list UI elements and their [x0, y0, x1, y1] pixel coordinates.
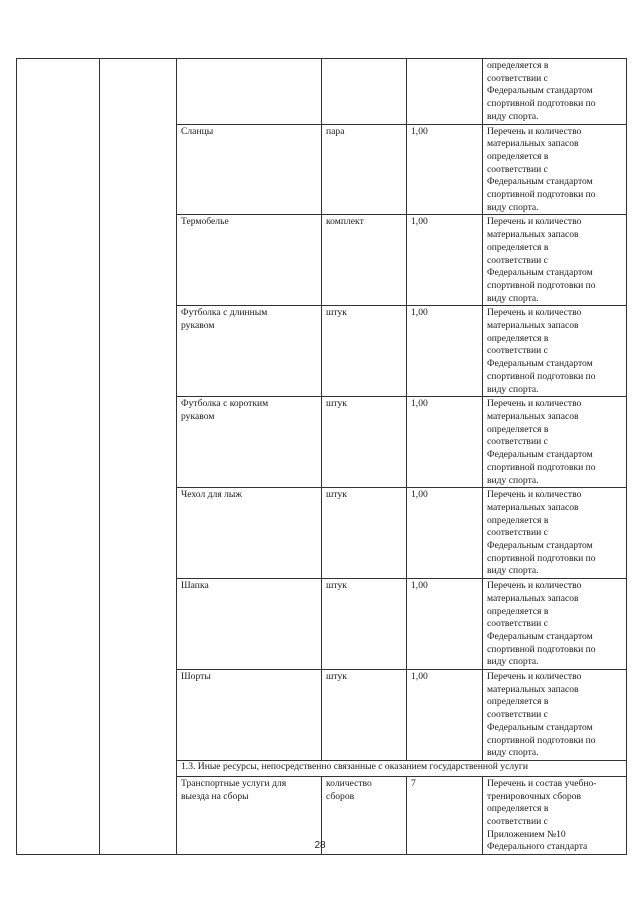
page-number: 28: [314, 840, 326, 851]
quantity-cell: 1,00: [407, 670, 483, 761]
note-cell: Перечень и количество материальных запасов определяется в соответствии с Федеральным стандартом спортивной подготовки по виду спорта.: [483, 397, 627, 488]
note-cell: Перечень и количество материальных запасов определяется в соответствии с Федеральным стандартом спортивной подготовки по виду спорта.: [483, 306, 627, 397]
note-cell: Перечень и количество материальных запасов определяется в соответствии с Федеральным стандартом спортивной подготовки по виду спорта.: [483, 579, 627, 670]
table-row: [17, 59, 627, 125]
quantity-cell: 1,00: [407, 306, 483, 397]
unit-cell: комплект: [322, 215, 407, 306]
quantity-cell: 1,00: [407, 124, 483, 215]
quantity-cell: 1,00: [407, 579, 483, 670]
resource-name-cell: Транспортные услуги для выезда на сборы: [177, 776, 322, 854]
resources-table-body: [17, 59, 627, 855]
note-cell: Перечень и количество материальных запасов определяется в соответствии с Федеральным стандартом спортивной подготовки по виду спорта.: [483, 670, 627, 761]
note-cell: Перечень и количество материальных запасов определяется в соответствии с Федеральным стандартом спортивной подготовки по виду спорта.: [483, 488, 627, 579]
note-cell: Перечень и количество материальных запасов определяется в соответствии с Федеральным стандартом спортивной подготовки по виду спорта.: [483, 215, 627, 306]
unit-cell: штук: [322, 488, 407, 579]
quantity-cell: 7: [407, 776, 483, 854]
unit-cell: штук: [322, 397, 407, 488]
resource-name-cell: [177, 59, 322, 125]
resource-name-cell: Термобелье: [177, 215, 322, 306]
merged-column-1-cell: [17, 59, 100, 855]
resources-table: [16, 58, 627, 855]
quantity-cell: 1,00: [407, 215, 483, 306]
note-cell: Перечень и количество материальных запасов определяется в соответствии с Федеральным стандартом спортивной подготовки по виду спорта.: [483, 124, 627, 215]
section-heading-cell: 1.3. Иные ресурсы, непосредственно связанные с оказанием государственной услуги: [177, 760, 627, 776]
quantity-cell: 1,00: [407, 488, 483, 579]
resource-name-cell: Футболка с длинным рукавом: [177, 306, 322, 397]
resource-name-cell: Шорты: [177, 670, 322, 761]
quantity-cell: 1,00: [407, 397, 483, 488]
unit-cell: штук: [322, 579, 407, 670]
resource-name-cell: Футболка с коротким рукавом: [177, 397, 322, 488]
unit-cell: штук: [322, 306, 407, 397]
unit-cell: штук: [322, 670, 407, 761]
unit-cell: [322, 59, 407, 125]
resource-name-cell: Сланцы: [177, 124, 322, 215]
note-cell: определяется в соответствии с Федеральным стандартом спортивной подготовки по виду спорта.: [483, 59, 627, 125]
unit-cell: пара: [322, 124, 407, 215]
quantity-cell: [407, 59, 483, 125]
note-cell: Перечень и состав учебно- тренировочных сборов определяется в соответствии с Приложением №10 Федерального стандарта: [483, 776, 627, 854]
unit-cell: количество сборов: [322, 776, 407, 854]
resource-name-cell: Чехол для лыж: [177, 488, 322, 579]
resource-name-cell: Шапка: [177, 579, 322, 670]
merged-column-2-cell: [100, 59, 177, 855]
